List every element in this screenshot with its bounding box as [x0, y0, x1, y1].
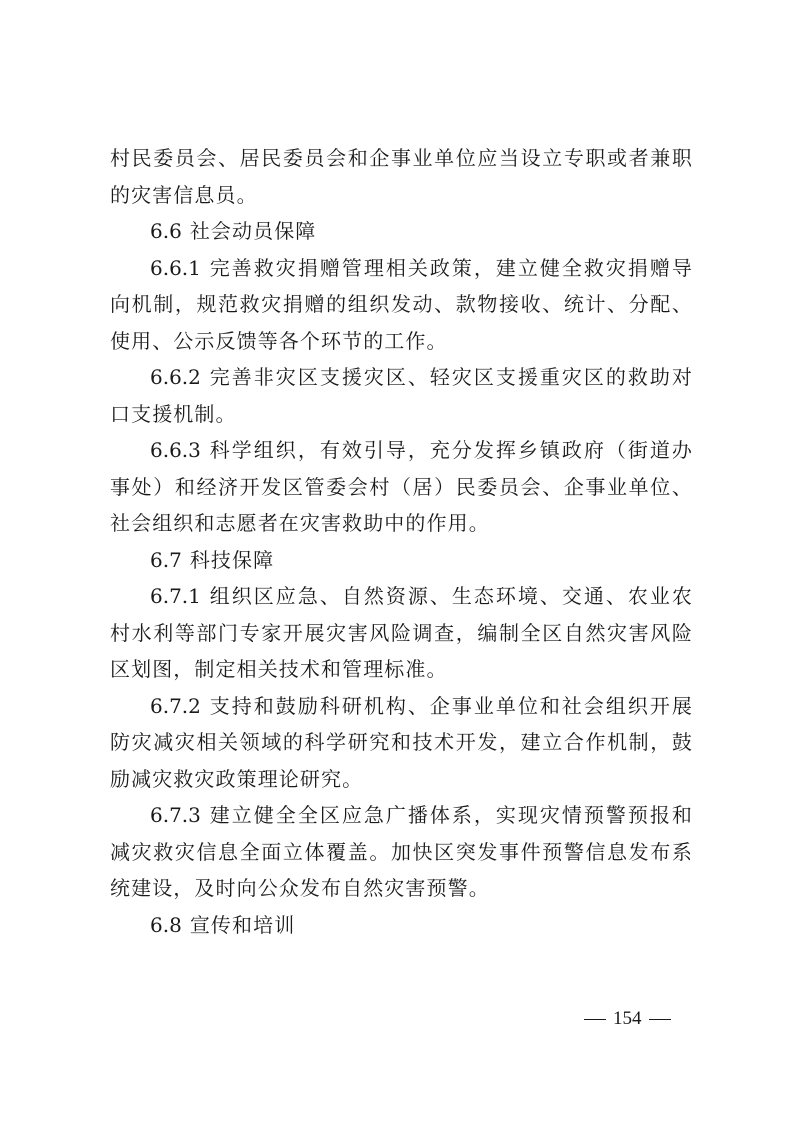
clause-number: 6.7.1	[150, 584, 201, 608]
section-heading-6-7	[110, 542, 693, 579]
section-title: 宣传和培训	[189, 912, 296, 937]
footer-dash-left	[584, 1019, 606, 1020]
clause-number: 6.7.2	[150, 693, 201, 718]
paragraph-6-7-3: 6.7.3 建立健全全区应急广播体系，实现灾情预警预报和减灾救灾信息全面立体覆盖。加快区突发事件预警信息发布系统建设，及时向公众发布自然灾害预警。	[110, 803, 693, 900]
clause-number: 6.7.3	[150, 803, 201, 827]
clause-number: 6.6.2	[150, 365, 201, 389]
section-number: 6.8	[150, 912, 182, 937]
section-title: 社会动员保障	[189, 219, 317, 243]
document-body	[110, 140, 693, 943]
paragraph-6-7-1: 6.7.1 组织区应急、自然资源、生态环境、交通、农业农村水利等部门专家开展灾害风险调查，编制全区自然灾害风险区划图，制定相关技术和管理标准。	[110, 584, 693, 681]
clause-number: 6.6.1	[150, 255, 201, 280]
clause-number: 6.6.3	[150, 438, 201, 462]
paragraph-continued: 村民委员会、居民委员会和企事业单位应当设立专职或者兼职的灾害信息员。	[110, 146, 693, 207]
paragraph-6-6-2: 6.6.2 完善非灾区支援灾区、轻灾区支援重灾区的救助对口支援机制。	[110, 365, 693, 426]
section-heading-6-6	[110, 213, 693, 250]
paragraph-6-6-1: 6.6.1 完善救灾捐赠管理相关政策，建立健全救灾捐赠导向机制，规范救灾捐赠的组织发动、款物接收、统计、分配、使用、公示反馈等各个环节的工作。	[110, 255, 693, 353]
section-heading-6-8	[110, 907, 693, 944]
page-footer	[584, 1008, 694, 1030]
section-title: 科技保障	[189, 547, 275, 572]
footer-dash-right	[649, 1019, 671, 1020]
section-number: 6.7	[150, 547, 182, 572]
section-number: 6.6	[150, 219, 182, 243]
paragraph-6-6-3: 6.6.3 科学组织，有效引导，充分发挥乡镇政府（街道办事处）和经济开发区管委会村（居）民委员会、企事业单位、社会组织和志愿者在灾害救助中的作用。	[110, 438, 693, 535]
paragraph-6-7-2: 6.7.2 支持和鼓励科研机构、企事业单位和社会组织开展防灾减灾相关领域的科学研究和技术开发，建立合作机制，鼓励减灾救灾政策理论研究。	[110, 693, 693, 791]
page-number: 154	[613, 1008, 642, 1029]
